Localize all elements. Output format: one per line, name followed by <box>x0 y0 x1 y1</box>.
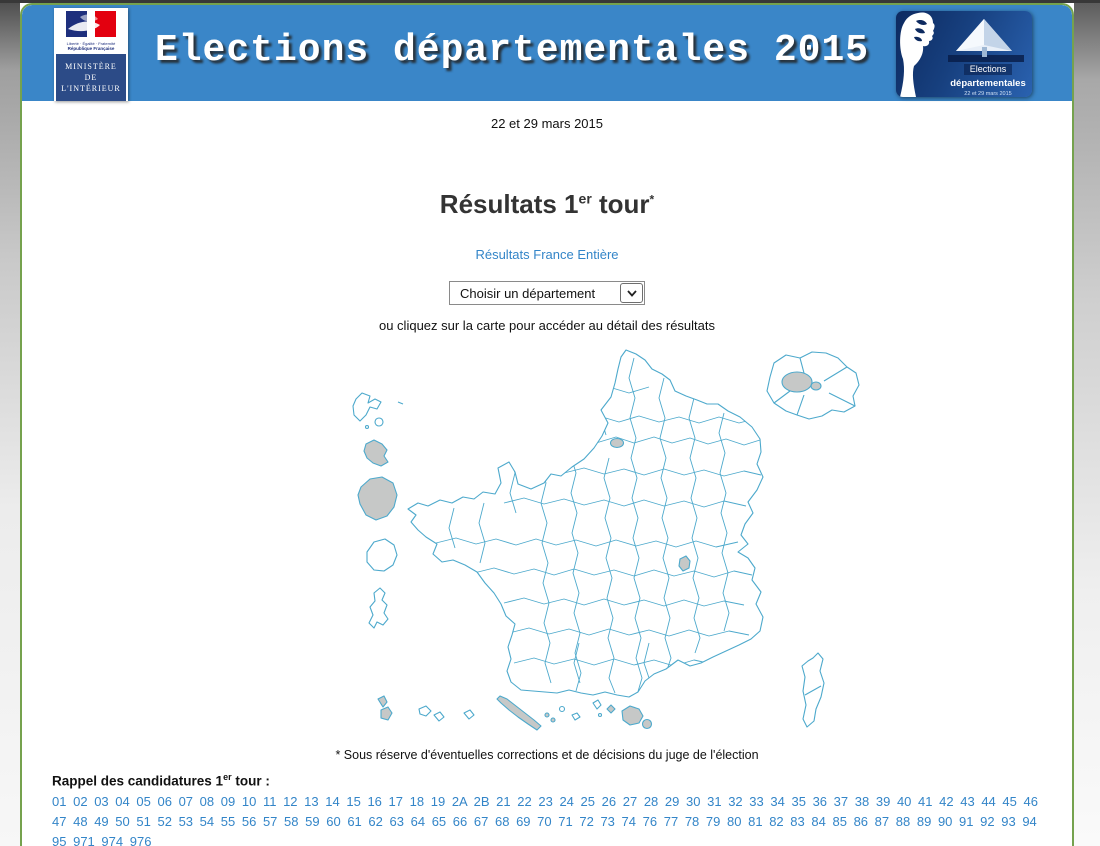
dept-link-89[interactable]: 89 <box>916 813 932 829</box>
elections-logo-line1: Elections <box>964 64 1013 75</box>
dept-link-18[interactable]: 18 <box>409 793 425 809</box>
dept-link-61[interactable]: 61 <box>347 813 362 829</box>
dept-link-11[interactable]: 11 <box>262 793 277 809</box>
results-heading-prefix: Résultats 1 <box>439 189 579 219</box>
dept-link-09[interactable]: 09 <box>220 793 236 809</box>
chevron-down-icon[interactable] <box>620 283 643 303</box>
page-title: Elections départementales 2015 <box>154 29 870 72</box>
dept-link-84[interactable]: 84 <box>811 813 826 829</box>
dept-link-16[interactable]: 16 <box>367 793 382 809</box>
page-frame <box>20 3 1074 846</box>
ministry-logo <box>54 8 128 101</box>
results-heading <box>22 189 1072 220</box>
window-left-edge <box>0 0 20 846</box>
nouvelle-caledonie-shape[interactable] <box>497 696 555 730</box>
dept-link-81[interactable]: 81 <box>748 813 763 829</box>
dept-link-95[interactable]: 95 <box>52 833 67 846</box>
dept-link-976[interactable]: 976 <box>129 833 152 846</box>
dept-link-40[interactable]: 40 <box>896 793 912 809</box>
ballot-envelope-icon <box>948 19 1024 62</box>
dept-link-55[interactable]: 55 <box>220 813 236 829</box>
reunion-shape[interactable] <box>367 539 397 571</box>
marianne-profile-icon <box>900 12 935 97</box>
idf-inset[interactable] <box>767 352 859 419</box>
dept-link-50[interactable]: 50 <box>115 813 130 829</box>
dept-link-28[interactable]: 28 <box>643 793 659 809</box>
dept-link-93[interactable]: 93 <box>1001 813 1016 829</box>
dept-link-73[interactable]: 73 <box>600 813 615 829</box>
dept-link-44[interactable]: 44 <box>981 793 996 809</box>
saint-barthelemy-shape[interactable] <box>419 706 444 721</box>
dept-link-71[interactable]: 71 <box>558 813 573 829</box>
ministry-name-line2: DE <box>84 73 98 82</box>
polynesie-shape[interactable] <box>622 706 652 729</box>
france-entiere-link[interactable]: Résultats France Entière <box>475 247 619 262</box>
dept-link-48[interactable]: 48 <box>73 813 88 829</box>
dept-link-02[interactable]: 02 <box>73 793 88 809</box>
election-dates: 22 et 29 mars 2015 <box>490 116 604 131</box>
dept-link-60[interactable]: 60 <box>326 813 341 829</box>
dept-link-31[interactable]: 31 <box>707 793 722 809</box>
dept-link-38[interactable]: 38 <box>854 793 870 809</box>
dept-link-57[interactable]: 57 <box>262 813 278 829</box>
paris-department-shape[interactable] <box>611 439 624 448</box>
saint-martin-shape[interactable] <box>464 710 474 719</box>
dept-link-23[interactable]: 23 <box>538 793 553 809</box>
dept-link-08[interactable]: 08 <box>199 793 215 809</box>
dept-link-68[interactable]: 68 <box>494 813 510 829</box>
dept-link-15[interactable]: 15 <box>346 793 361 809</box>
dept-link-87[interactable]: 87 <box>874 813 890 829</box>
dept-link-974[interactable]: 974 <box>101 833 124 846</box>
dept-link-66[interactable]: 66 <box>452 813 468 829</box>
dept-link-07[interactable]: 07 <box>178 793 194 809</box>
saint-pierre-miquelon-shape[interactable] <box>378 696 392 720</box>
mayotte-shape[interactable] <box>369 588 388 628</box>
dept-link-13[interactable]: 13 <box>304 793 319 809</box>
dept-link-14[interactable]: 14 <box>325 793 340 809</box>
wallis-futuna-shape[interactable] <box>560 700 602 720</box>
dept-link-45[interactable]: 45 <box>1002 793 1017 809</box>
dept-link-63[interactable]: 63 <box>389 813 404 829</box>
dept-link-64[interactable]: 64 <box>410 813 426 829</box>
france-departments-map[interactable] <box>344 341 884 743</box>
dept-link-56[interactable]: 56 <box>241 813 257 829</box>
dept-link-80[interactable]: 80 <box>727 813 742 829</box>
small-island-shape[interactable] <box>607 705 615 713</box>
dept-link-76[interactable]: 76 <box>642 813 658 829</box>
dept-link-77[interactable]: 77 <box>663 813 679 829</box>
dept-link-92[interactable]: 92 <box>980 813 995 829</box>
ministry-motto: Liberté · Égalité · Fraternité <box>66 41 116 46</box>
dept-link-42[interactable]: 42 <box>939 793 954 809</box>
dept-link-34[interactable]: 34 <box>770 793 785 809</box>
dept-link-29[interactable]: 29 <box>664 793 680 809</box>
department-select-value: Choisir un département <box>460 285 596 301</box>
dept-link-85[interactable]: 85 <box>832 813 847 829</box>
dept-link-36[interactable]: 36 <box>812 793 828 809</box>
dept-link-35[interactable]: 35 <box>791 793 806 809</box>
dept-link-971[interactable]: 971 <box>73 833 95 846</box>
department-links-list <box>52 792 1044 846</box>
dept-link-05[interactable]: 05 <box>136 793 151 809</box>
dept-link-37[interactable]: 37 <box>833 793 849 809</box>
dept-link-2A[interactable]: 2A <box>451 793 467 809</box>
dept-link-79[interactable]: 79 <box>705 813 721 829</box>
dept-link-72[interactable]: 72 <box>579 813 594 829</box>
dept-link-19[interactable]: 19 <box>430 793 446 809</box>
dept-link-47[interactable]: 47 <box>52 813 67 829</box>
page-header <box>22 5 1072 101</box>
dept-link-25[interactable]: 25 <box>580 793 595 809</box>
dept-link-83[interactable]: 83 <box>790 813 805 829</box>
dept-link-94[interactable]: 94 <box>1022 813 1037 829</box>
elections-logo-line2: départementales <box>950 78 1026 89</box>
dept-link-59[interactable]: 59 <box>305 813 320 829</box>
dept-link-24[interactable]: 24 <box>559 793 574 809</box>
dept-link-27[interactable]: 27 <box>622 793 638 809</box>
guyane-shape[interactable] <box>358 477 397 520</box>
window-top-edge <box>0 0 1100 3</box>
dept-link-12[interactable]: 12 <box>283 793 298 809</box>
dept-link-21[interactable]: 21 <box>496 793 511 809</box>
ministry-name <box>56 54 126 101</box>
dept-link-58[interactable]: 58 <box>284 813 299 829</box>
dept-link-51[interactable]: 51 <box>136 813 151 829</box>
dept-link-46[interactable]: 46 <box>1023 793 1038 809</box>
dept-link-53[interactable]: 53 <box>178 813 194 829</box>
corsica-shape[interactable] <box>802 653 824 727</box>
elections-logo-line3: 22 et 29 mars 2015 <box>964 91 1012 97</box>
martinique-shape[interactable] <box>364 440 388 466</box>
department-select[interactable] <box>449 281 645 305</box>
dept-link-62[interactable]: 62 <box>368 813 383 829</box>
results-heading-suffix: tour <box>591 189 650 219</box>
dept-link-74[interactable]: 74 <box>621 813 636 829</box>
dept-link-82[interactable]: 82 <box>769 813 784 829</box>
rhone-department-shape[interactable] <box>679 556 690 571</box>
window-right-edge <box>1074 0 1100 846</box>
ministry-name-line3: L'INTÉRIEUR <box>61 84 121 93</box>
dept-link-17[interactable]: 17 <box>388 793 403 809</box>
candidatures-label <box>52 772 1072 789</box>
dept-link-2B[interactable]: 2B <box>473 793 490 809</box>
dept-link-41[interactable]: 41 <box>918 793 933 809</box>
dept-link-91[interactable]: 91 <box>959 813 974 829</box>
dept-link-88[interactable]: 88 <box>895 813 911 829</box>
map-hint-text: ou cliquez sur la carte pour accéder au détail des résultats <box>378 318 716 333</box>
results-heading-asterisk: * <box>649 192 655 207</box>
dept-link-32[interactable]: 32 <box>728 793 743 809</box>
guadeloupe-shape[interactable] <box>353 393 403 429</box>
results-footnote: * Sous réserve d'éventuelles corrections et de décisions du juge de l'élection <box>335 748 759 762</box>
dept-link-06[interactable]: 06 <box>157 793 172 809</box>
france-mainland-outline[interactable] <box>408 350 763 697</box>
dept-link-86[interactable]: 86 <box>853 813 869 829</box>
dept-link-04[interactable]: 04 <box>115 793 130 809</box>
results-heading-sup: er <box>578 190 592 207</box>
dept-link-49[interactable]: 49 <box>94 813 109 829</box>
dept-link-65[interactable]: 65 <box>431 813 447 829</box>
dept-link-26[interactable]: 26 <box>601 793 617 809</box>
dept-link-69[interactable]: 69 <box>516 813 531 829</box>
idf-paris-shape[interactable] <box>782 372 812 392</box>
dept-link-33[interactable]: 33 <box>749 793 764 809</box>
candidatures-label-prefix: Rappel des candidatures 1 <box>52 773 224 789</box>
dept-link-90[interactable]: 90 <box>937 813 953 829</box>
dept-link-43[interactable]: 43 <box>960 793 975 809</box>
dept-link-54[interactable]: 54 <box>199 813 215 829</box>
candidatures-label-suffix: tour : <box>231 773 270 789</box>
dept-link-22[interactable]: 22 <box>517 793 532 809</box>
candidatures-label-sup: er <box>223 772 232 782</box>
elections-logo-text <box>946 59 1030 97</box>
dept-link-10[interactable]: 10 <box>241 793 257 809</box>
dept-link-52[interactable]: 52 <box>157 813 172 829</box>
dept-link-78[interactable]: 78 <box>684 813 700 829</box>
ministry-name-line1: MINISTÈRE <box>65 62 117 71</box>
dept-link-30[interactable]: 30 <box>686 793 701 809</box>
dept-link-03[interactable]: 03 <box>94 793 109 809</box>
ministry-republic: République Française <box>67 46 115 51</box>
france-map-container <box>344 341 884 748</box>
french-flag-icon <box>60 11 122 41</box>
dept-link-67[interactable]: 67 <box>473 813 489 829</box>
dept-link-01[interactable]: 01 <box>52 793 67 809</box>
elections-logo <box>896 11 1032 97</box>
dept-link-39[interactable]: 39 <box>875 793 891 809</box>
dept-link-70[interactable]: 70 <box>537 813 552 829</box>
